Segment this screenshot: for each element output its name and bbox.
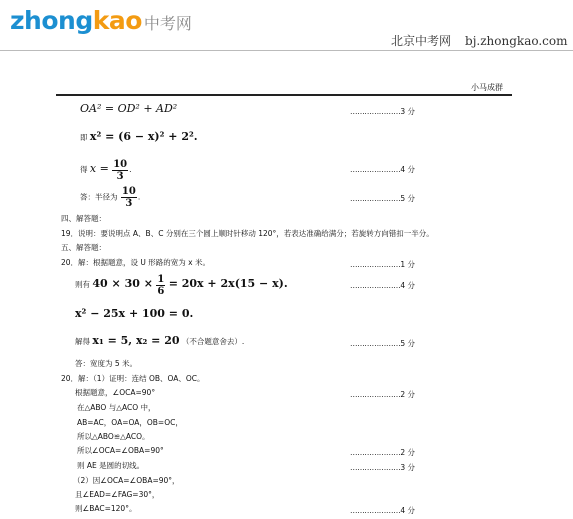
logo-part-zhong: zhong [10,6,93,35]
score-2: …………………4 分 [350,165,416,174]
frac-10-3-b: $\frac{10}{3}$ [121,186,136,209]
frac-1-6: $\frac{1}{6}$ [157,273,165,297]
proof-line-7: （2）因∠OCA=∠OBA=90°， [73,476,180,485]
score-7: …………………2 分 [350,390,416,399]
proof-line-2: 在△ABO 与△ACO 中， [77,403,156,412]
score-3: …………………5 分 [350,194,416,203]
score-6: …………………5 分 [350,339,416,348]
line-x-result: 得 x = $\frac{10}{3}$ . [80,158,132,182]
q19-text: 19．说明：要说明点 A、B、C 分别在三个圆上顺时针移动 120°，若表达准确给满分；若旋转方向错扣一半分。 [61,229,434,238]
proof-line-5: 所以∠OCA=∠OBA=90° [77,446,164,455]
proof-line-3: AB=AC，OA=OA，OB=OC， [77,418,183,427]
q20b-text: 20．解：（1）证明：连结 OB、OA、OC。 [61,374,205,383]
site-name[interactable]: 北京中考网 [391,34,452,48]
proof-line-9: 则∠BAC=120°。 [75,504,137,513]
score-5: …………………4 分 [350,281,416,290]
line-oa-equation [80,104,177,115]
logo-part-cn: 中考网 [143,14,192,33]
proof-line-4: 所以△ABO≌△ACO。 [77,432,150,441]
score-9: …………………3 分 [350,463,416,472]
line-x-equation: 即 x² = (6 − x)² + 2². [80,130,198,143]
site-url[interactable]: bj.zhongkao.com [465,34,568,48]
proof-line-1: 根据题意，∠OCA=90° [75,388,156,397]
logo-part-kao: kao [92,6,142,35]
header-divider [0,50,573,51]
score-10: …………………4 分 [350,506,416,515]
zhongkao-logo[interactable] [10,6,192,36]
line-equation-3: 解得 x₁ = 5, x₂ = 20 （不合题意舍去）. [75,334,245,347]
doc-tag: 小马成群 [471,83,503,92]
math-x-eq: x² = (6 − x)² + 2². [89,130,198,143]
answer-width: 答：宽度为 5 米。 [75,359,138,368]
score-1: …………………3 分 [350,107,416,116]
site-info [391,32,573,49]
doc-rule [56,94,512,96]
line-equation-2: x² − 25x + 100 = 0. [75,307,194,320]
score-4: …………………1 分 [350,260,416,269]
section-four-heading: 四、解答题： [61,214,106,223]
frac-10-3-a: $\frac{10}{3}$ [113,158,128,182]
proof-line-6: 则 AE 是圆的切线。 [77,461,145,470]
score-8: …………………2 分 [350,448,416,457]
line-equation-1: 则有 40 × 30 × $\frac{1}{6}$ = 20x + 2x(15 − x). [75,273,288,297]
q20a-text: 20．解：根据题意，设 U 形路的宽为 x 米。 [61,258,211,267]
line-answer-radius: 答：半径为 $\frac{10}{3}$ . [80,186,141,209]
section-five-heading: 五、解答题： [61,243,106,252]
proof-line-8: 且∠EAD=∠FAG=30°， [75,490,160,499]
math-oa: OA² = OD² + AD² [80,102,178,115]
